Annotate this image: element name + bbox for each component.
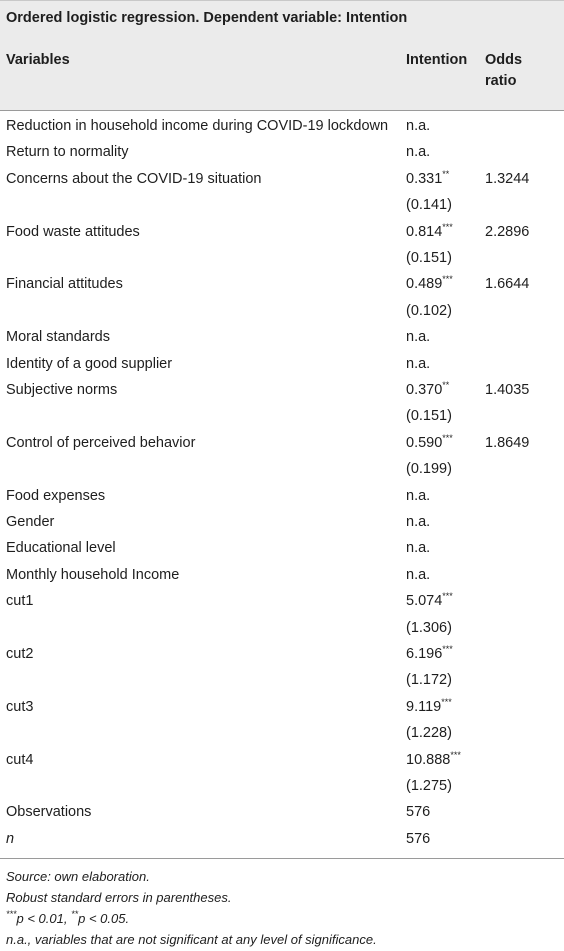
intention-cell xyxy=(406,219,453,245)
header-intention: Intention xyxy=(406,52,468,68)
table-row xyxy=(0,799,564,825)
intention-cell xyxy=(406,509,430,535)
table-row xyxy=(0,826,564,852)
intention-cell xyxy=(406,747,461,773)
sig-text-2: p < 0.05. xyxy=(78,911,130,926)
variable-cell: Gender xyxy=(6,514,55,530)
table-row xyxy=(0,245,564,271)
intention-value: n.a. xyxy=(406,329,431,346)
intention-cell xyxy=(406,799,430,825)
footnote-significance xyxy=(6,908,129,930)
significance-marker: *** xyxy=(442,644,453,654)
variable-cell: cut2 xyxy=(6,646,34,662)
footnote-source: Source: own elaboration. xyxy=(6,869,150,884)
variable-cell: Educational level xyxy=(6,540,116,557)
table-title-band xyxy=(0,0,564,39)
header-divider xyxy=(0,110,564,111)
intention-cell xyxy=(406,588,453,614)
intention-cell xyxy=(406,826,430,852)
variable-cell: Moral standards xyxy=(6,329,110,346)
intention-value: (0.199) xyxy=(406,461,452,478)
intention-cell xyxy=(406,667,452,693)
intention-cell xyxy=(406,139,430,165)
body-divider xyxy=(0,858,564,859)
table-row xyxy=(0,509,564,535)
variable-cell: n xyxy=(6,830,15,847)
intention-cell xyxy=(406,430,453,456)
variable-cell: Subjective norms xyxy=(6,382,118,398)
table-title: Ordered logistic regression. Dependent variable: Intention xyxy=(6,10,408,26)
significance-marker: *** xyxy=(450,749,461,760)
intention-value: 5.074 xyxy=(406,593,443,610)
table-row xyxy=(0,615,564,641)
odds-ratio-cell: 1.8649 xyxy=(485,434,530,451)
variable-cell: Monthly household Income xyxy=(6,566,180,583)
table-row xyxy=(0,324,564,350)
intention-value: n.a. xyxy=(406,540,431,557)
intention-cell xyxy=(406,456,452,482)
intention-cell xyxy=(406,113,430,139)
variable-cell: Control of perceived behavior xyxy=(6,434,196,451)
table-row xyxy=(0,351,564,377)
significance-marker: *** xyxy=(442,591,453,602)
variable-cell: Food expenses xyxy=(6,487,106,504)
table-row xyxy=(0,271,564,297)
table-row xyxy=(0,403,564,429)
table-row xyxy=(0,667,564,693)
intention-cell xyxy=(406,483,430,509)
intention-cell xyxy=(406,535,430,561)
table-row xyxy=(0,747,564,773)
intention-value: 0.590 xyxy=(406,434,443,451)
variable-cell: Reduction in household income during COVID-19 lockdown xyxy=(6,118,389,134)
intention-value: (1.172) xyxy=(406,672,452,689)
table-row xyxy=(0,535,564,561)
variable-cell: Identity of a good supplier xyxy=(6,355,173,372)
intention-value: (0.151) xyxy=(406,250,452,266)
intention-value: n.a. xyxy=(406,566,431,583)
odds-ratio-cell: 1.3244 xyxy=(485,170,530,187)
intention-cell xyxy=(406,562,430,588)
variable-cell: cut3 xyxy=(6,698,34,715)
intention-value: (0.141) xyxy=(406,197,452,214)
intention-cell xyxy=(406,720,452,746)
variable-cell: cut1 xyxy=(6,593,34,610)
intention-cell xyxy=(406,245,452,271)
variable-cell: Concerns about the COVID-19 situation xyxy=(6,170,262,187)
table-row xyxy=(0,694,564,720)
intention-cell xyxy=(406,615,452,641)
sig-text-1: p < 0.01, xyxy=(16,911,72,926)
header-variables: Variables xyxy=(6,52,70,68)
intention-value: n.a. xyxy=(406,487,431,504)
significance-marker: *** xyxy=(442,274,453,285)
table-row xyxy=(0,588,564,614)
intention-value: (1.228) xyxy=(406,725,452,742)
footnote-na: n.a., variables that are not significant at any level of significance. xyxy=(6,932,377,947)
sig-marker-1: *** xyxy=(6,909,17,919)
intention-value: n.a. xyxy=(406,144,431,161)
table-row xyxy=(0,720,564,746)
sig-marker-2: ** xyxy=(71,909,79,919)
intention-cell xyxy=(406,324,430,350)
intention-cell xyxy=(406,694,452,720)
intention-value: 0.370 xyxy=(406,382,443,398)
table-row xyxy=(0,298,564,324)
variable-cell: cut4 xyxy=(6,751,34,768)
intention-value: (0.151) xyxy=(406,408,452,425)
table-row xyxy=(0,139,564,165)
intention-cell xyxy=(406,271,453,297)
intention-value: 0.814 xyxy=(406,223,443,240)
intention-cell xyxy=(406,351,430,377)
significance-marker: ** xyxy=(442,380,450,390)
intention-value: 10.888 xyxy=(406,751,451,768)
intention-cell xyxy=(406,298,452,324)
intention-value: 576 xyxy=(406,804,431,821)
variable-cell: Return to normality xyxy=(6,144,129,161)
intention-cell xyxy=(406,166,449,192)
intention-value: n.a. xyxy=(406,355,431,372)
intention-cell xyxy=(406,641,453,667)
intention-value: 0.489 xyxy=(406,276,443,293)
header-odds-line1: Odds xyxy=(485,52,523,68)
intention-cell xyxy=(406,377,449,403)
intention-value: (1.275) xyxy=(406,778,452,794)
intention-cell xyxy=(406,192,452,218)
header-odds-line2: ratio xyxy=(485,73,517,89)
intention-value: (1.306) xyxy=(406,619,452,636)
significance-marker: *** xyxy=(442,221,453,232)
intention-cell xyxy=(406,773,452,799)
variable-cell: Food waste attitudes xyxy=(6,223,140,240)
table-row xyxy=(0,483,564,509)
intention-value: (0.102) xyxy=(406,302,452,319)
table-row xyxy=(0,773,564,799)
variable-cell: Financial attitudes xyxy=(6,276,123,293)
table-header xyxy=(0,38,564,110)
intention-value: 9.119 xyxy=(406,698,442,715)
intention-value: 6.196 xyxy=(406,646,443,662)
intention-value: 576 xyxy=(406,830,431,847)
odds-ratio-cell: 2.2896 xyxy=(485,223,530,240)
table-row xyxy=(0,641,564,667)
intention-value: n.a. xyxy=(406,514,431,530)
table-row xyxy=(0,166,564,192)
footnote-robust: Robust standard errors in parentheses. xyxy=(6,890,232,905)
table-row xyxy=(0,219,564,245)
table-row xyxy=(0,562,564,588)
intention-value: 0.331 xyxy=(406,170,443,187)
significance-marker: *** xyxy=(441,696,452,707)
odds-ratio-cell: 1.6644 xyxy=(485,276,530,293)
table-row xyxy=(0,377,564,403)
variable-cell: Observations xyxy=(6,804,92,821)
significance-marker: ** xyxy=(442,168,450,179)
odds-ratio-cell: 1.4035 xyxy=(485,382,530,398)
table-row xyxy=(0,113,564,139)
table-row xyxy=(0,192,564,218)
table-row xyxy=(0,430,564,456)
intention-value: n.a. xyxy=(406,118,431,134)
intention-cell xyxy=(406,403,452,429)
table-row xyxy=(0,456,564,482)
significance-marker: *** xyxy=(442,432,453,443)
